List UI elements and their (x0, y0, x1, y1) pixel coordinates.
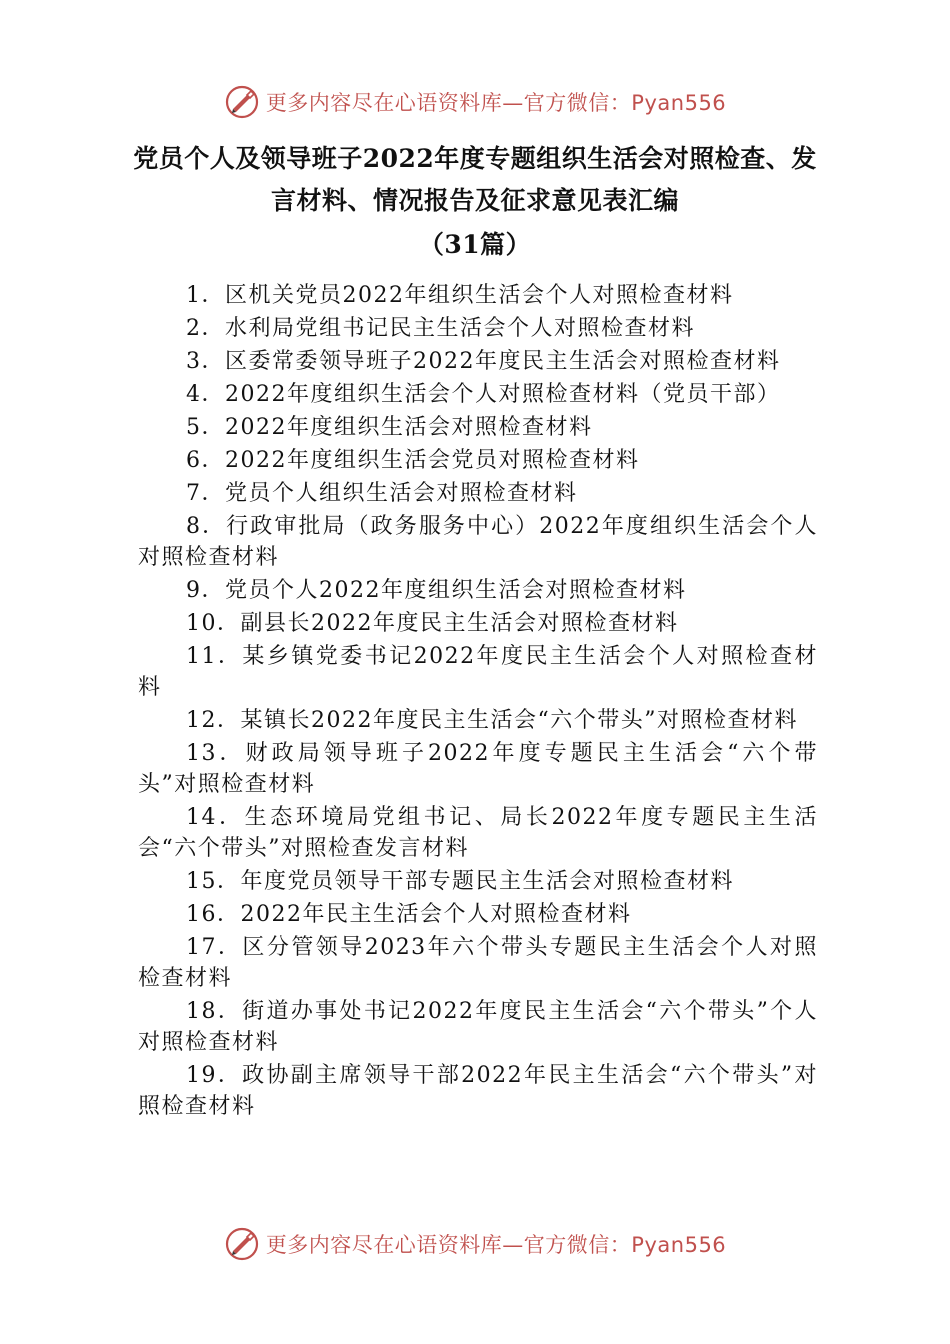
toc-item: 18．街道办事处书记2022年度民主生活会“六个带头”个人对照检查材料 (138, 999, 818, 1055)
toc-item: 4．2022年度组织生活会个人对照检查材料（党员干部） (186, 382, 781, 407)
toc-item: 13．财政局领导班子2022年度专题民主生活会“六个带头”对照检查材料 (138, 741, 818, 797)
toc-item: 12．某镇长2022年度民主生活会“六个带头”对照检查材料 (186, 708, 798, 733)
toc-item: 2．水利局党组书记民主生活会个人对照检查材料 (186, 316, 695, 341)
pen-seal-icon (224, 1226, 260, 1262)
toc-item: 1．区机关党员2022年组织生活会个人对照检查材料 (186, 283, 734, 308)
watermark-text: 更多内容尽在心语资料库—官方微信：Pyan556 (265, 91, 727, 115)
pen-seal-icon (224, 84, 260, 120)
toc-item: 8．行政审批局（政务服务中心）2022年度组织生活会个人对照检查材料 (138, 514, 818, 570)
toc-item: 5．2022年度组织生活会对照检查材料 (186, 415, 593, 440)
watermark-text: 更多内容尽在心语资料库—官方微信：Pyan556 (265, 1233, 727, 1257)
toc-item: 15．年度党员领导干部专题民主生活会对照检查材料 (186, 869, 734, 894)
toc-item: 7．党员个人组织生活会对照检查材料 (186, 481, 578, 506)
toc-item: 3．区委常委领导班子2022年度民主生活会对照检查材料 (186, 349, 781, 374)
toc-item: 10．副县长2022年度民主生活会对照检查材料 (186, 611, 679, 636)
toc-item: 14．生态环境局党组书记、局长2022年度专题民主生活会“六个带头”对照检查发言材料 (138, 805, 818, 861)
watermark-banner-top (0, 82, 950, 122)
document-title-line-1: 党员个人及领导班子2022年度专题组织生活会对照检查、发 (133, 144, 817, 173)
toc-item: 6．2022年度组织生活会党员对照检查材料 (186, 448, 640, 473)
toc-item: 17．区分管领导2023年六个带头专题民主生活会个人对照检查材料 (138, 935, 818, 991)
watermark-banner-bottom (0, 1224, 950, 1264)
toc-item: 11．某乡镇党委书记2022年度民主生活会个人对照检查材料 (138, 644, 818, 700)
table-of-contents (138, 280, 818, 1124)
document-title-line-2: 言材料、情况报告及征求意见表汇编 (270, 186, 679, 215)
toc-item: 16．2022年民主生活会个人对照检查材料 (186, 902, 632, 927)
toc-item: 9．党员个人2022年度组织生活会对照检查材料 (186, 578, 687, 603)
document-count: （31篇） (418, 230, 532, 259)
toc-item: 19．政协副主席领导干部2022年民主生活会“六个带头”对照检查材料 (138, 1063, 818, 1119)
